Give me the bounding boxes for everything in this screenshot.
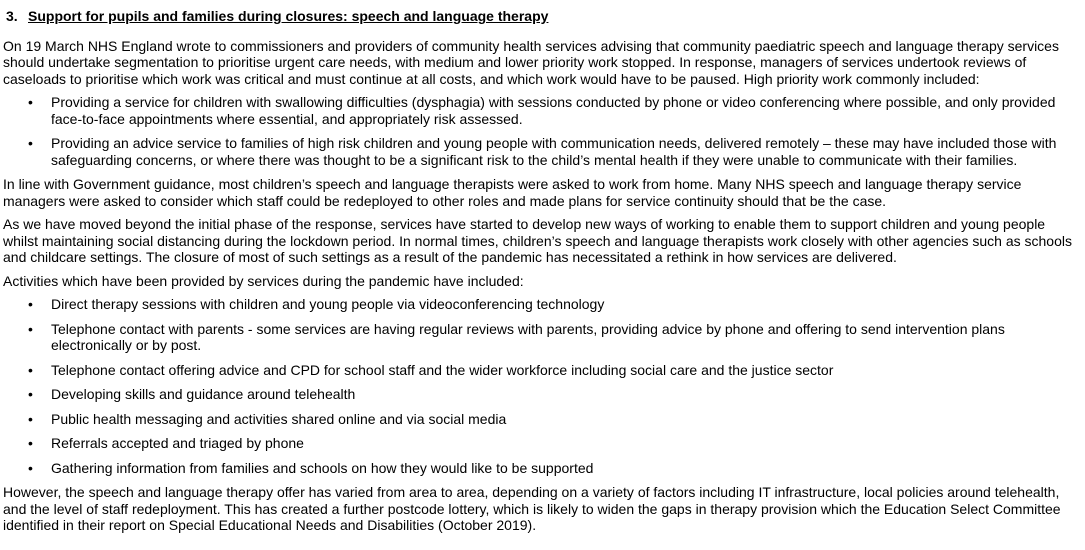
list-item-text: Providing a service for children with swallowing difficulties (dysphagia) with sessions conducted by phone or video conferencing where possible, and only provided face-to-face appointments where essential, and appropriately risk assessed. bbox=[51, 94, 1056, 127]
government-guidance-paragraph: In line with Government guidance, most children’s speech and language therapists were asked to work from home. Many NHS speech and language therapy service managers were asked to consider which staff could be redeployed to other roles and made plans for service continuity should that be the case. bbox=[3, 176, 1022, 209]
bullet-icon: • bbox=[28, 435, 33, 451]
list-item bbox=[3, 135, 1075, 168]
list-item-text: Telephone contact offering advice and CPD for school staff and the wider workforce including social care and the justice sector bbox=[51, 361, 834, 378]
list-item-text: Public health messaging and activities shared online and via social media bbox=[51, 410, 507, 427]
conclusion-paragraph: However, the speech and language therapy offer has varied from area to area, depending on a variety of factors including IT infrastructure, local policies around telehealth, and the level of staff redeployment. This has created a further postcode lottery, which is likely to widen the gaps in therapy provision which the Education Select Committee identified in their report on Special Educational Needs and Disabilities (October 2019). bbox=[3, 484, 1061, 533]
list-item bbox=[3, 460, 1075, 477]
bullet-icon: • bbox=[28, 410, 33, 427]
section-number: 3. bbox=[6, 8, 18, 24]
list-item-text: Developing skills and guidance around telehealth bbox=[51, 386, 356, 402]
priority-work-list bbox=[3, 94, 1075, 168]
bullet-icon: • bbox=[28, 296, 33, 312]
section-title: Support for pupils and families during closures: speech and language therapy bbox=[28, 8, 549, 24]
list-item bbox=[3, 94, 1075, 127]
bullet-icon: • bbox=[28, 459, 33, 476]
intro-paragraph: On 19 March NHS England wrote to commissioners and providers of community health services advising that community paediatric speech and language therapy services should undertake segmentation to prioritise urgent care needs, with medium and lower priority work stopped. In response, managers of services undertook reviews of caseloads to prioritise which work was critical and must continue at all costs, and which work would have to be paused. High priority work commonly included: bbox=[3, 37, 1059, 87]
list-item-text: Direct therapy sessions with children and young people via videoconferencing technology bbox=[51, 296, 605, 312]
list-item bbox=[3, 321, 1075, 354]
bullet-icon: • bbox=[28, 361, 33, 378]
list-item-text: Telephone contact with parents - some services are having regular reviews with parents, providing advice by phone and offering to send intervention plans electronically or by post. bbox=[51, 320, 1005, 353]
list-item-text: Providing an advice service to families of high risk children and young people with communication needs, delivered remotely – these may have included those with safeguarding concerns, or where there was thought to be a significant risk to the child’s mental health if they were unable to communicate with their families. bbox=[51, 135, 1057, 168]
list-item bbox=[3, 411, 1075, 428]
bullet-icon: • bbox=[28, 386, 33, 402]
bullet-icon: • bbox=[28, 94, 33, 110]
new-ways-paragraph: As we have moved beyond the initial phase of the response, services have started to develop new ways of working to enable them to support children and young people whilst maintaining social distancing during the lockdown period. In normal times, children’s speech and language therapists work closely with other agencies such as schools and childcare settings. The closure of most of such settings as a result of the pandemic has necessitated a rethink in how services are delivered. bbox=[3, 216, 1072, 265]
activities-list bbox=[3, 296, 1075, 476]
list-item-text: Referrals accepted and triaged by phone bbox=[51, 435, 304, 451]
section-heading bbox=[6, 8, 1075, 25]
list-item bbox=[3, 386, 1075, 403]
list-item bbox=[3, 362, 1075, 379]
list-item bbox=[3, 435, 1075, 452]
list-item-text: Gathering information from families and schools on how they would like to be supported bbox=[51, 459, 594, 476]
activities-intro-paragraph: Activities which have been provided by services during the pandemic have included: bbox=[3, 272, 524, 289]
list-item bbox=[3, 296, 1075, 313]
bullet-icon: • bbox=[28, 135, 33, 151]
bullet-icon: • bbox=[28, 320, 33, 337]
